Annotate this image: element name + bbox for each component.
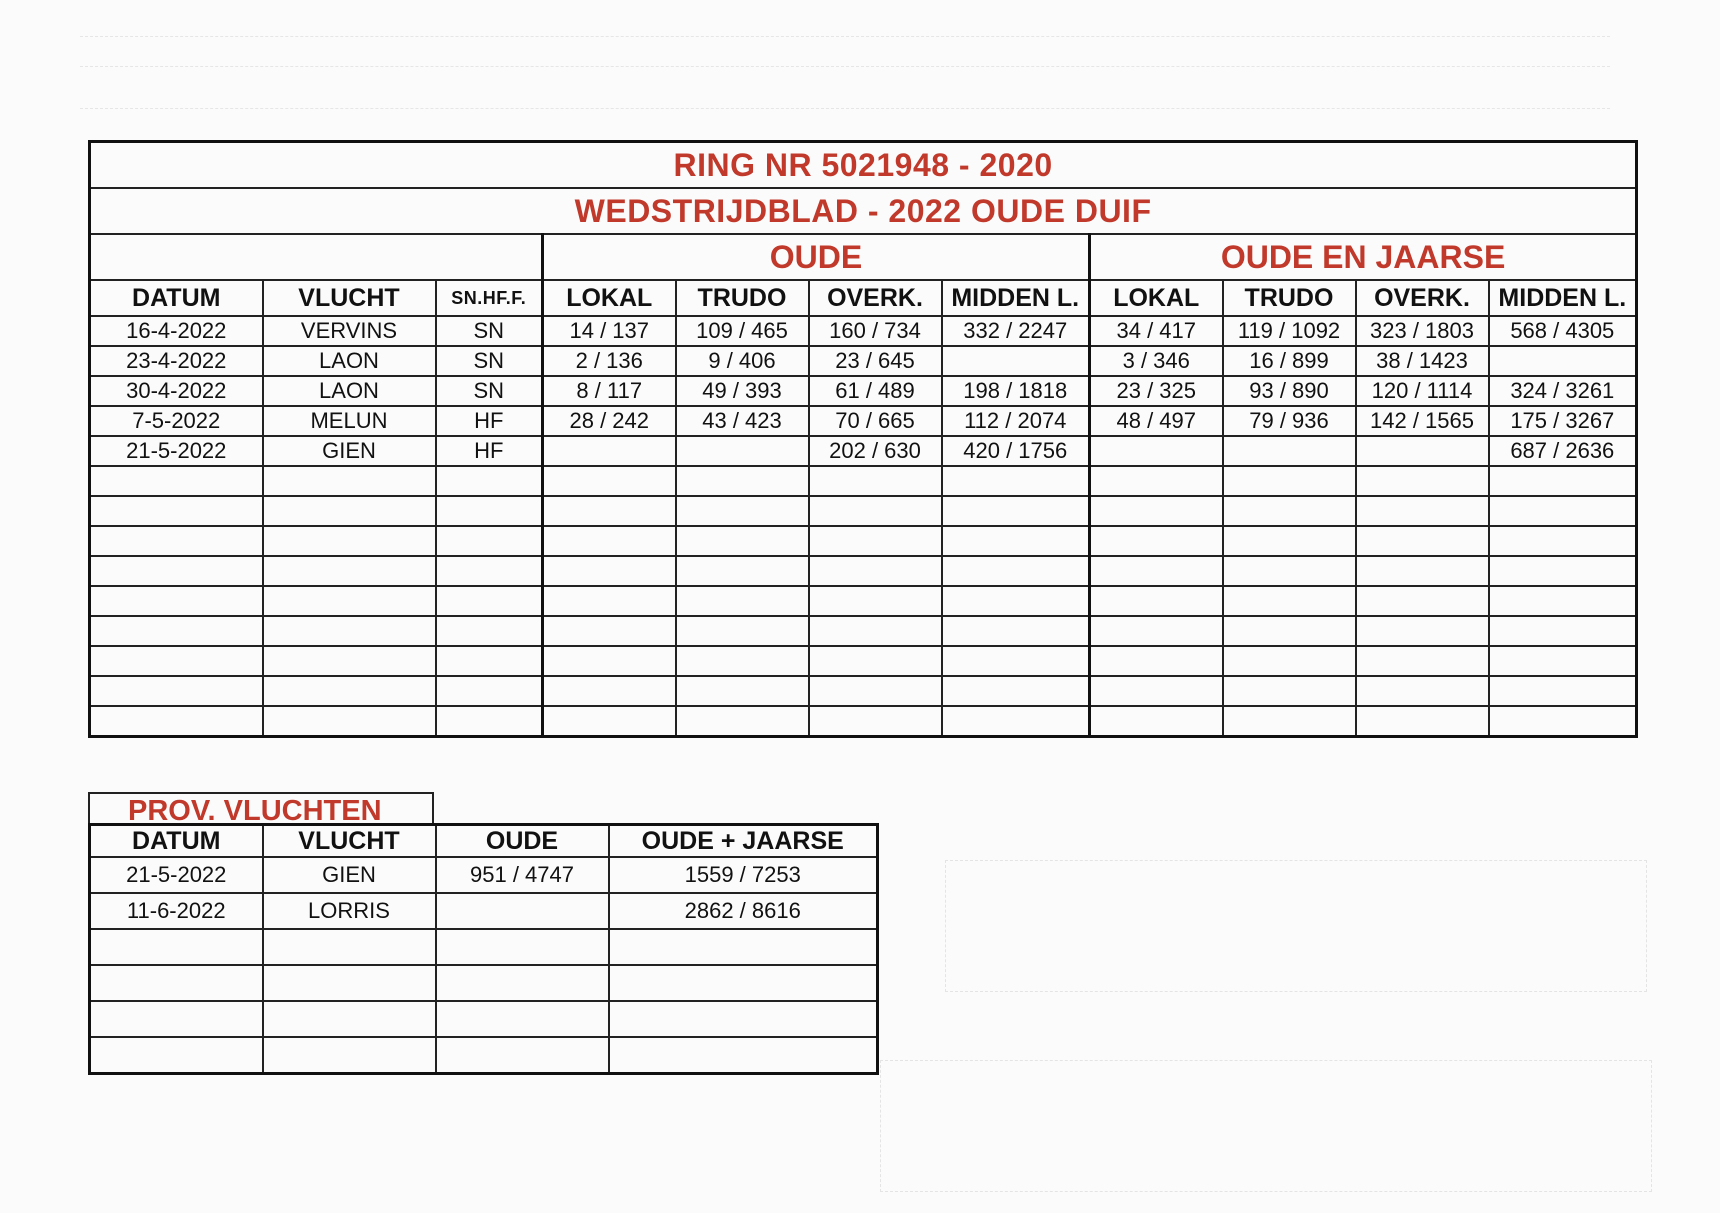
cell-j-midden [1489, 646, 1637, 676]
cell-j-midden [1489, 676, 1637, 706]
cell-j-overk [1356, 526, 1489, 556]
col-oude-overk: OVERK. [809, 280, 942, 316]
cell-j-overk: 323 / 1803 [1356, 316, 1489, 346]
cell-j-lokal [1090, 616, 1223, 646]
cell-datum [90, 496, 263, 526]
cell-o-overk [809, 556, 942, 586]
cell-o-trudo [676, 496, 809, 526]
cell-vlucht [263, 466, 436, 496]
col-vlucht: VLUCHT [263, 280, 436, 316]
prov-col-oude-jaarse: OUDE + JAARSE [609, 825, 878, 858]
cell-type [436, 466, 543, 496]
cell-j-lokal [1090, 706, 1223, 737]
cell-o-midden [942, 496, 1090, 526]
cell-j-lokal [1090, 676, 1223, 706]
cell-o-midden: 420 / 1756 [942, 436, 1090, 466]
cell-o-lokal: 28 / 242 [543, 406, 676, 436]
cell-datum: 7-5-2022 [90, 406, 263, 436]
cell-type [436, 706, 543, 737]
cell-j-overk [1356, 496, 1489, 526]
cell-j-midden [1489, 466, 1637, 496]
cell-type [436, 676, 543, 706]
prov-cell-vlucht [263, 965, 436, 1001]
cell-j-overk [1356, 436, 1489, 466]
cell-datum: 21-5-2022 [90, 436, 263, 466]
prov-cell-oude-jaarse: 2862 / 8616 [609, 893, 878, 929]
table-row [90, 346, 1637, 376]
cell-vlucht [263, 556, 436, 586]
cell-o-midden [942, 466, 1090, 496]
table-row [90, 406, 1637, 436]
cell-vlucht: MELUN [263, 406, 436, 436]
cell-vlucht [263, 526, 436, 556]
cell-vlucht [263, 586, 436, 616]
cell-j-overk [1356, 676, 1489, 706]
cell-type [436, 616, 543, 646]
col-oude-lokal: LOKAL [543, 280, 676, 316]
empty-row [90, 616, 1637, 646]
cell-o-midden [942, 346, 1090, 376]
cell-o-trudo: 43 / 423 [676, 406, 809, 436]
cell-j-trudo [1223, 526, 1356, 556]
prov-cell-vlucht: GIEN [263, 857, 436, 893]
cell-j-lokal [1090, 436, 1223, 466]
cell-type: HF [436, 436, 543, 466]
col-oude-trudo: TRUDO [676, 280, 809, 316]
cell-o-lokal [543, 706, 676, 737]
cell-type [436, 586, 543, 616]
cell-j-trudo: 16 / 899 [1223, 346, 1356, 376]
cell-o-overk: 202 / 630 [809, 436, 942, 466]
cell-j-lokal [1090, 646, 1223, 676]
cell-o-lokal: 14 / 137 [543, 316, 676, 346]
empty-row [90, 556, 1637, 586]
col-datum: DATUM [90, 280, 263, 316]
empty-row [90, 676, 1637, 706]
cell-o-midden: 332 / 2247 [942, 316, 1090, 346]
cell-o-overk: 160 / 734 [809, 316, 942, 346]
empty-row [90, 929, 878, 965]
empty-row [90, 526, 1637, 556]
prov-cell-datum [90, 1001, 263, 1037]
cell-o-trudo [676, 676, 809, 706]
cell-datum [90, 676, 263, 706]
cell-o-midden [942, 586, 1090, 616]
cell-vlucht [263, 616, 436, 646]
cell-vlucht: LAON [263, 346, 436, 376]
prov-col-datum: DATUM [90, 825, 263, 858]
cell-j-lokal: 34 / 417 [1090, 316, 1223, 346]
col-jaarse-midden: MIDDEN L. [1489, 280, 1637, 316]
empty-row [90, 586, 1637, 616]
cell-o-lokal [543, 646, 676, 676]
cell-o-midden [942, 616, 1090, 646]
cell-j-lokal [1090, 466, 1223, 496]
group-oude-en-jaarse: OUDE EN JAARSE [1090, 234, 1637, 280]
cell-o-lokal [543, 466, 676, 496]
cell-vlucht [263, 496, 436, 526]
prov-vluchten-title: PROV. VLUCHTEN [88, 792, 434, 824]
cell-o-trudo: 9 / 406 [676, 346, 809, 376]
prov-cell-oude [436, 893, 609, 929]
cell-o-overk [809, 676, 942, 706]
cell-j-trudo [1223, 676, 1356, 706]
cell-type: SN [436, 376, 543, 406]
cell-o-overk: 23 / 645 [809, 346, 942, 376]
cell-j-trudo [1223, 556, 1356, 586]
cell-j-trudo [1223, 706, 1356, 737]
cell-j-midden: 324 / 3261 [1489, 376, 1637, 406]
empty-row [90, 965, 878, 1001]
race-results-table [88, 140, 1638, 738]
cell-j-overk [1356, 646, 1489, 676]
cell-j-lokal [1090, 556, 1223, 586]
cell-vlucht [263, 646, 436, 676]
cell-o-lokal [543, 436, 676, 466]
cell-j-trudo [1223, 436, 1356, 466]
cell-j-lokal [1090, 526, 1223, 556]
cell-o-trudo [676, 586, 809, 616]
cell-j-overk: 142 / 1565 [1356, 406, 1489, 436]
cell-j-midden [1489, 346, 1637, 376]
prov-cell-oude-jaarse [609, 965, 878, 1001]
prov-cell-datum: 21-5-2022 [90, 857, 263, 893]
cell-o-trudo [676, 616, 809, 646]
prov-cell-oude [436, 1001, 609, 1037]
cell-type: SN [436, 346, 543, 376]
cell-o-midden: 112 / 2074 [942, 406, 1090, 436]
cell-j-overk [1356, 586, 1489, 616]
empty-row [90, 706, 1637, 737]
cell-o-midden: 198 / 1818 [942, 376, 1090, 406]
prov-flights-table [88, 823, 879, 1075]
table-row [90, 316, 1637, 346]
group-oude: OUDE [543, 234, 1090, 280]
cell-j-trudo: 119 / 1092 [1223, 316, 1356, 346]
cell-datum [90, 706, 263, 737]
cell-j-trudo: 79 / 936 [1223, 406, 1356, 436]
prov-cell-oude-jaarse [609, 1037, 878, 1074]
cell-j-midden: 568 / 4305 [1489, 316, 1637, 346]
prov-cell-oude-jaarse [609, 929, 878, 965]
cell-j-overk [1356, 616, 1489, 646]
cell-datum: 16-4-2022 [90, 316, 263, 346]
cell-j-midden [1489, 526, 1637, 556]
cell-j-overk: 38 / 1423 [1356, 346, 1489, 376]
cell-j-midden [1489, 706, 1637, 737]
cell-type [436, 556, 543, 586]
cell-o-overk [809, 496, 942, 526]
cell-o-trudo [676, 706, 809, 737]
cell-vlucht: GIEN [263, 436, 436, 466]
cell-type [436, 646, 543, 676]
cell-datum [90, 586, 263, 616]
prov-col-vlucht: VLUCHT [263, 825, 436, 858]
cell-vlucht [263, 676, 436, 706]
cell-type: HF [436, 406, 543, 436]
cell-j-trudo [1223, 616, 1356, 646]
cell-datum: 30-4-2022 [90, 376, 263, 406]
prov-col-oude: OUDE [436, 825, 609, 858]
ring-number-title: RING NR 5021948 - 2020 [90, 142, 1637, 189]
cell-datum [90, 526, 263, 556]
empty-row [90, 1001, 878, 1037]
prov-cell-vlucht: LORRIS [263, 893, 436, 929]
blank-group-cell [90, 234, 543, 280]
cell-o-midden [942, 676, 1090, 706]
cell-j-lokal: 3 / 346 [1090, 346, 1223, 376]
prov-cell-oude: 951 / 4747 [436, 857, 609, 893]
cell-j-trudo [1223, 466, 1356, 496]
cell-o-lokal [543, 676, 676, 706]
cell-j-midden [1489, 616, 1637, 646]
cell-o-overk [809, 526, 942, 556]
cell-vlucht: LAON [263, 376, 436, 406]
cell-type [436, 526, 543, 556]
cell-o-lokal [543, 526, 676, 556]
cell-o-overk [809, 706, 942, 737]
cell-j-overk [1356, 466, 1489, 496]
cell-type: SN [436, 316, 543, 346]
cell-j-midden [1489, 556, 1637, 586]
cell-vlucht: VERVINS [263, 316, 436, 346]
prov-cell-vlucht [263, 929, 436, 965]
cell-j-midden [1489, 496, 1637, 526]
cell-j-overk [1356, 556, 1489, 586]
sheet-subtitle: WEDSTRIJDBLAD - 2022 OUDE DUIF [90, 188, 1637, 234]
cell-datum: 23-4-2022 [90, 346, 263, 376]
prov-cell-oude [436, 965, 609, 1001]
cell-type [436, 496, 543, 526]
prov-cell-vlucht [263, 1001, 436, 1037]
empty-row [90, 646, 1637, 676]
prov-cell-vlucht [263, 1037, 436, 1074]
cell-vlucht [263, 706, 436, 737]
prov-cell-oude-jaarse: 1559 / 7253 [609, 857, 878, 893]
cell-o-overk [809, 466, 942, 496]
empty-row [90, 496, 1637, 526]
prov-cell-oude [436, 1037, 609, 1074]
empty-row [90, 466, 1637, 496]
cell-o-midden [942, 526, 1090, 556]
col-jaarse-lokal: LOKAL [1090, 280, 1223, 316]
cell-o-trudo: 109 / 465 [676, 316, 809, 346]
prov-cell-datum: 11-6-2022 [90, 893, 263, 929]
col-snhff: SN.HF.F. [436, 280, 543, 316]
cell-j-trudo [1223, 586, 1356, 616]
cell-j-midden: 175 / 3267 [1489, 406, 1637, 436]
cell-datum [90, 556, 263, 586]
table-row [90, 893, 878, 929]
table-row [90, 857, 878, 893]
cell-j-lokal: 48 / 497 [1090, 406, 1223, 436]
cell-datum [90, 616, 263, 646]
cell-o-lokal [543, 616, 676, 646]
cell-datum [90, 466, 263, 496]
table-row [90, 436, 1637, 466]
cell-o-midden [942, 706, 1090, 737]
cell-j-trudo [1223, 496, 1356, 526]
col-jaarse-trudo: TRUDO [1223, 280, 1356, 316]
col-jaarse-overk: OVERK. [1356, 280, 1489, 316]
prov-cell-datum [90, 1037, 263, 1074]
cell-j-midden: 687 / 2636 [1489, 436, 1637, 466]
cell-j-lokal: 23 / 325 [1090, 376, 1223, 406]
cell-o-midden [942, 646, 1090, 676]
cell-o-trudo [676, 526, 809, 556]
cell-j-lokal [1090, 586, 1223, 616]
cell-o-overk [809, 586, 942, 616]
cell-o-overk [809, 646, 942, 676]
col-oude-midden: MIDDEN L. [942, 280, 1090, 316]
prov-cell-datum [90, 929, 263, 965]
cell-j-lokal [1090, 496, 1223, 526]
cell-datum [90, 646, 263, 676]
cell-o-lokal [543, 586, 676, 616]
cell-o-trudo [676, 466, 809, 496]
cell-o-overk [809, 616, 942, 646]
cell-o-lokal: 8 / 117 [543, 376, 676, 406]
cell-o-lokal [543, 496, 676, 526]
cell-o-lokal [543, 556, 676, 586]
cell-o-overk: 70 / 665 [809, 406, 942, 436]
cell-o-trudo [676, 646, 809, 676]
cell-o-trudo [676, 436, 809, 466]
table-row [90, 376, 1637, 406]
cell-o-trudo: 49 / 393 [676, 376, 809, 406]
cell-j-trudo: 93 / 890 [1223, 376, 1356, 406]
cell-o-midden [942, 556, 1090, 586]
cell-j-midden [1489, 586, 1637, 616]
cell-o-lokal: 2 / 136 [543, 346, 676, 376]
cell-o-overk: 61 / 489 [809, 376, 942, 406]
prov-cell-oude [436, 929, 609, 965]
cell-j-overk [1356, 706, 1489, 737]
prov-cell-oude-jaarse [609, 1001, 878, 1037]
cell-j-trudo [1223, 646, 1356, 676]
cell-o-trudo [676, 556, 809, 586]
cell-j-overk: 120 / 1114 [1356, 376, 1489, 406]
prov-cell-datum [90, 965, 263, 1001]
empty-row [90, 1037, 878, 1074]
